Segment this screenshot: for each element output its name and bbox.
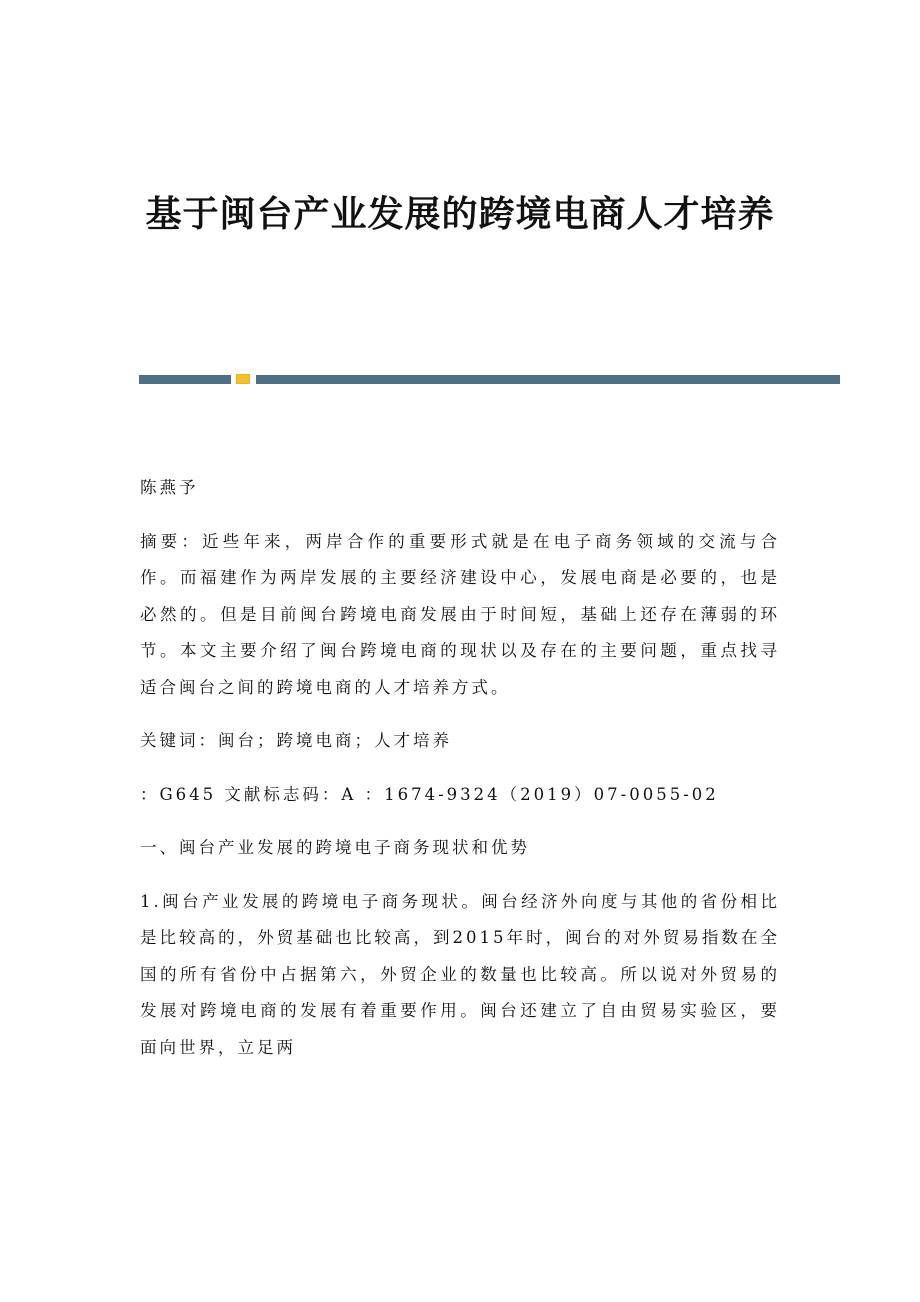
abstract-paragraph: 摘要：近些年来，两岸合作的重要形式就是在电子商务领域的交流与合作。而福建作为两岸发展的主要经济建设中心，发展电商是必要的，也是必然的。但是目前闽台跨境电商发展由于时间短，基础上还存在薄弱的环节。本文主要介绍了闽台跨境电商的现状以及存在的主要问题，重点找寻适合闽台之间的跨境电商的人才培养方式。 bbox=[140, 531, 780, 697]
divider-bar-left bbox=[139, 375, 231, 384]
document-body bbox=[140, 470, 780, 1083]
document-title: 基于闽台产业发展的跨境电商人才培养 bbox=[145, 194, 775, 235]
classification-line: ：G645 文献标志码：A ：1674-9324（2019）07-0055-02 bbox=[140, 784, 719, 804]
author-name: 陈燕予 bbox=[140, 478, 199, 497]
envelope-ornament-icon bbox=[236, 374, 250, 384]
divider-bar-right bbox=[256, 375, 840, 384]
body-paragraph: 1.闽台产业发展的跨境电子商务现状。闽台经济外向度与其他的省份相比是比较高的，外贸基础也比较高，到2015年时，闽台的对外贸易指数在全国的所有省份中占据第六，外贸企业的数量也比较高。所以说对外贸易的发展对跨境电商的发展有着重要作用。闽台还建立了自由贸易实验区，要面向世界，立足两 bbox=[140, 891, 780, 1057]
title-divider bbox=[139, 375, 840, 384]
section-heading: 一、闽台产业发展的跨境电子商务现状和优势 bbox=[140, 838, 530, 857]
keywords-line: 关键词：闽台；跨境电商；人才培养 bbox=[140, 731, 452, 750]
